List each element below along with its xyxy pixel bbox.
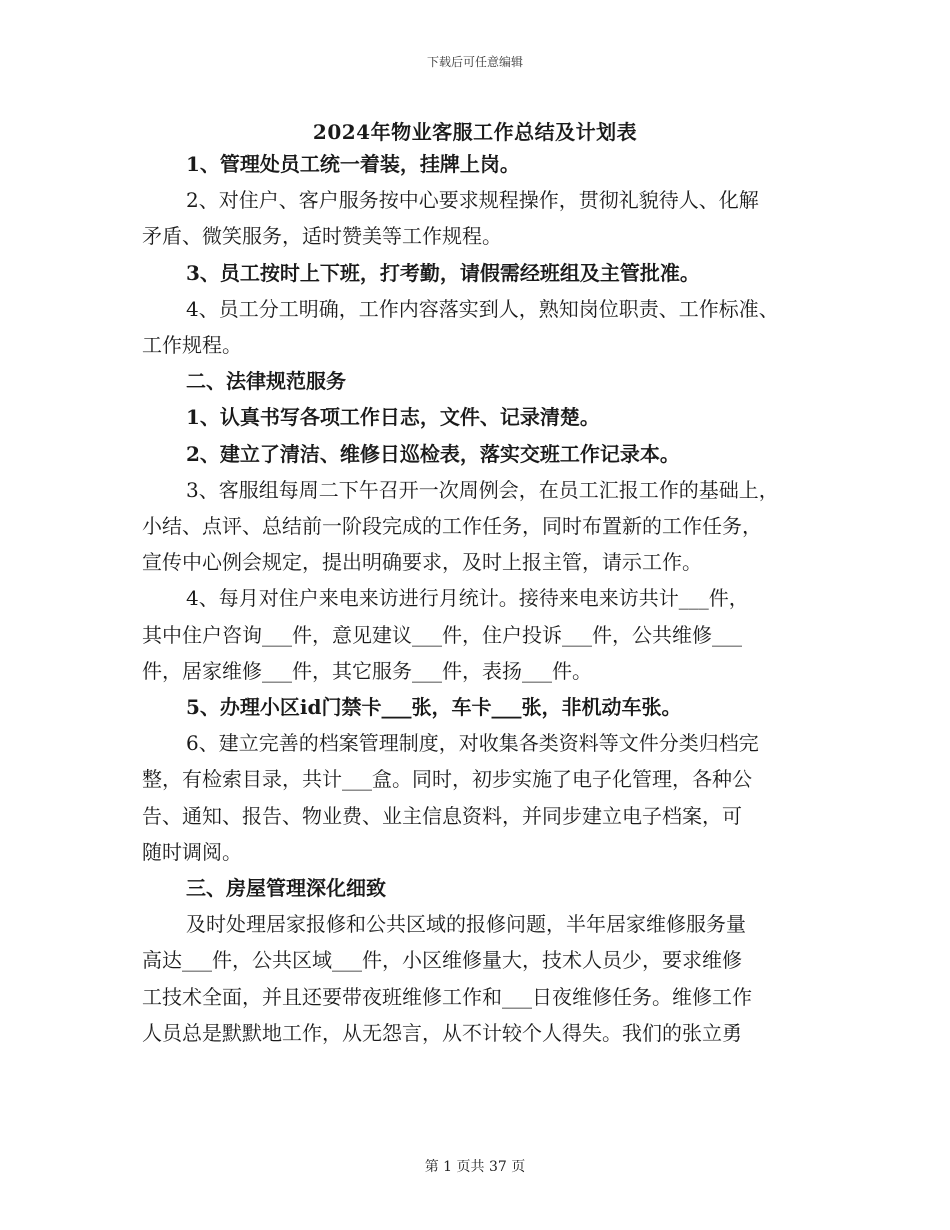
text-line: 高达___件，公共区域___件，小区维修量大，技术人员少，要求维修 bbox=[142, 948, 742, 973]
text-line: 4、每月对住户来电来访进行月统计。接待来电来访共计___件， bbox=[186, 586, 749, 611]
document-title: 2024年物业客服工作总结及计划表 bbox=[312, 120, 638, 144]
text-line: 随时调阅。 bbox=[142, 839, 242, 864]
text-line: 3、员工按时上下班，打考勤，请假需经班组及主管批准。 bbox=[186, 260, 700, 285]
text-line: 2、对住户、客户服务按中心要求规程操作，贯彻礼貌待人、化解 bbox=[186, 188, 759, 213]
text-line: 告、通知、报告、物业费、业主信息资料，并同步建立电子档案，可 bbox=[142, 803, 742, 828]
text-line: 2、建立了清洁、维修日巡检表，落实交班工作记录本。 bbox=[186, 441, 680, 466]
header-note: 下载后可任意编辑 bbox=[426, 55, 523, 69]
paragraph bbox=[142, 255, 832, 291]
paragraph bbox=[142, 472, 832, 581]
paragraph bbox=[142, 689, 832, 725]
text-line: 宣传中心例会规定，提出明确要求，及时上报主管，请示工作。 bbox=[142, 550, 702, 575]
paragraph bbox=[142, 363, 832, 399]
paragraph bbox=[142, 870, 832, 906]
document-body bbox=[142, 146, 832, 1051]
text-line: 及时处理居家报修和公共区域的报修问题，半年居家维修服务量 bbox=[186, 912, 746, 937]
paragraph bbox=[142, 580, 832, 689]
text-line: 5、办理小区id门禁卡___张，车卡___张，非机动车张。 bbox=[186, 695, 682, 720]
text-line: 人员总是默默地工作，从无怨言，从不计较个人得失。我们的张立勇 bbox=[142, 1020, 742, 1045]
text-line: 其中住户咨询___件，意见建议___件，住户投诉___件，公共维修___ bbox=[142, 622, 742, 647]
text-line: 1、认真书写各项工作日志，文件、记录清楚。 bbox=[186, 405, 600, 430]
text-line: 整，有检索目录，共计___盒。同时，初步实施了电子化管理，各种公 bbox=[142, 767, 752, 792]
text-line: 二、法律规范服务 bbox=[186, 369, 346, 394]
text-line: 小结、点评、总结前一阶段完成的工作任务，同时布置新的工作任务， bbox=[142, 514, 762, 539]
paragraph bbox=[142, 146, 832, 182]
paragraph bbox=[142, 182, 832, 254]
paragraph bbox=[142, 399, 832, 435]
paragraph bbox=[142, 436, 832, 472]
page-footer: 第 1 页共 37 页 bbox=[424, 1159, 526, 1175]
paragraph bbox=[142, 291, 832, 363]
text-line: 三、房屋管理深化细致 bbox=[186, 876, 386, 901]
text-line: 件，居家维修___件，其它服务___件，表扬___件。 bbox=[142, 658, 592, 683]
text-line: 矛盾、微笑服务，适时赞美等工作规程。 bbox=[142, 224, 502, 249]
text-line: 工技术全面，并且还要带夜班维修工作和___日夜维修任务。维修工作 bbox=[142, 984, 752, 1009]
text-line: 3、客服组每周二下午召开一次周例会，在员工汇报工作的基础上， bbox=[186, 477, 779, 502]
text-line: 1、管理处员工统一着装，挂牌上岗。 bbox=[186, 152, 520, 176]
paragraph bbox=[142, 906, 832, 1051]
paragraph bbox=[142, 725, 832, 870]
text-line: 工作规程。 bbox=[142, 333, 242, 358]
text-line: 6、建立完善的档案管理制度，对收集各类资料等文件分类归档完 bbox=[186, 731, 759, 756]
text-line: 4、员工分工明确，工作内容落实到人，熟知岗位职责、工作标准、 bbox=[186, 296, 779, 321]
